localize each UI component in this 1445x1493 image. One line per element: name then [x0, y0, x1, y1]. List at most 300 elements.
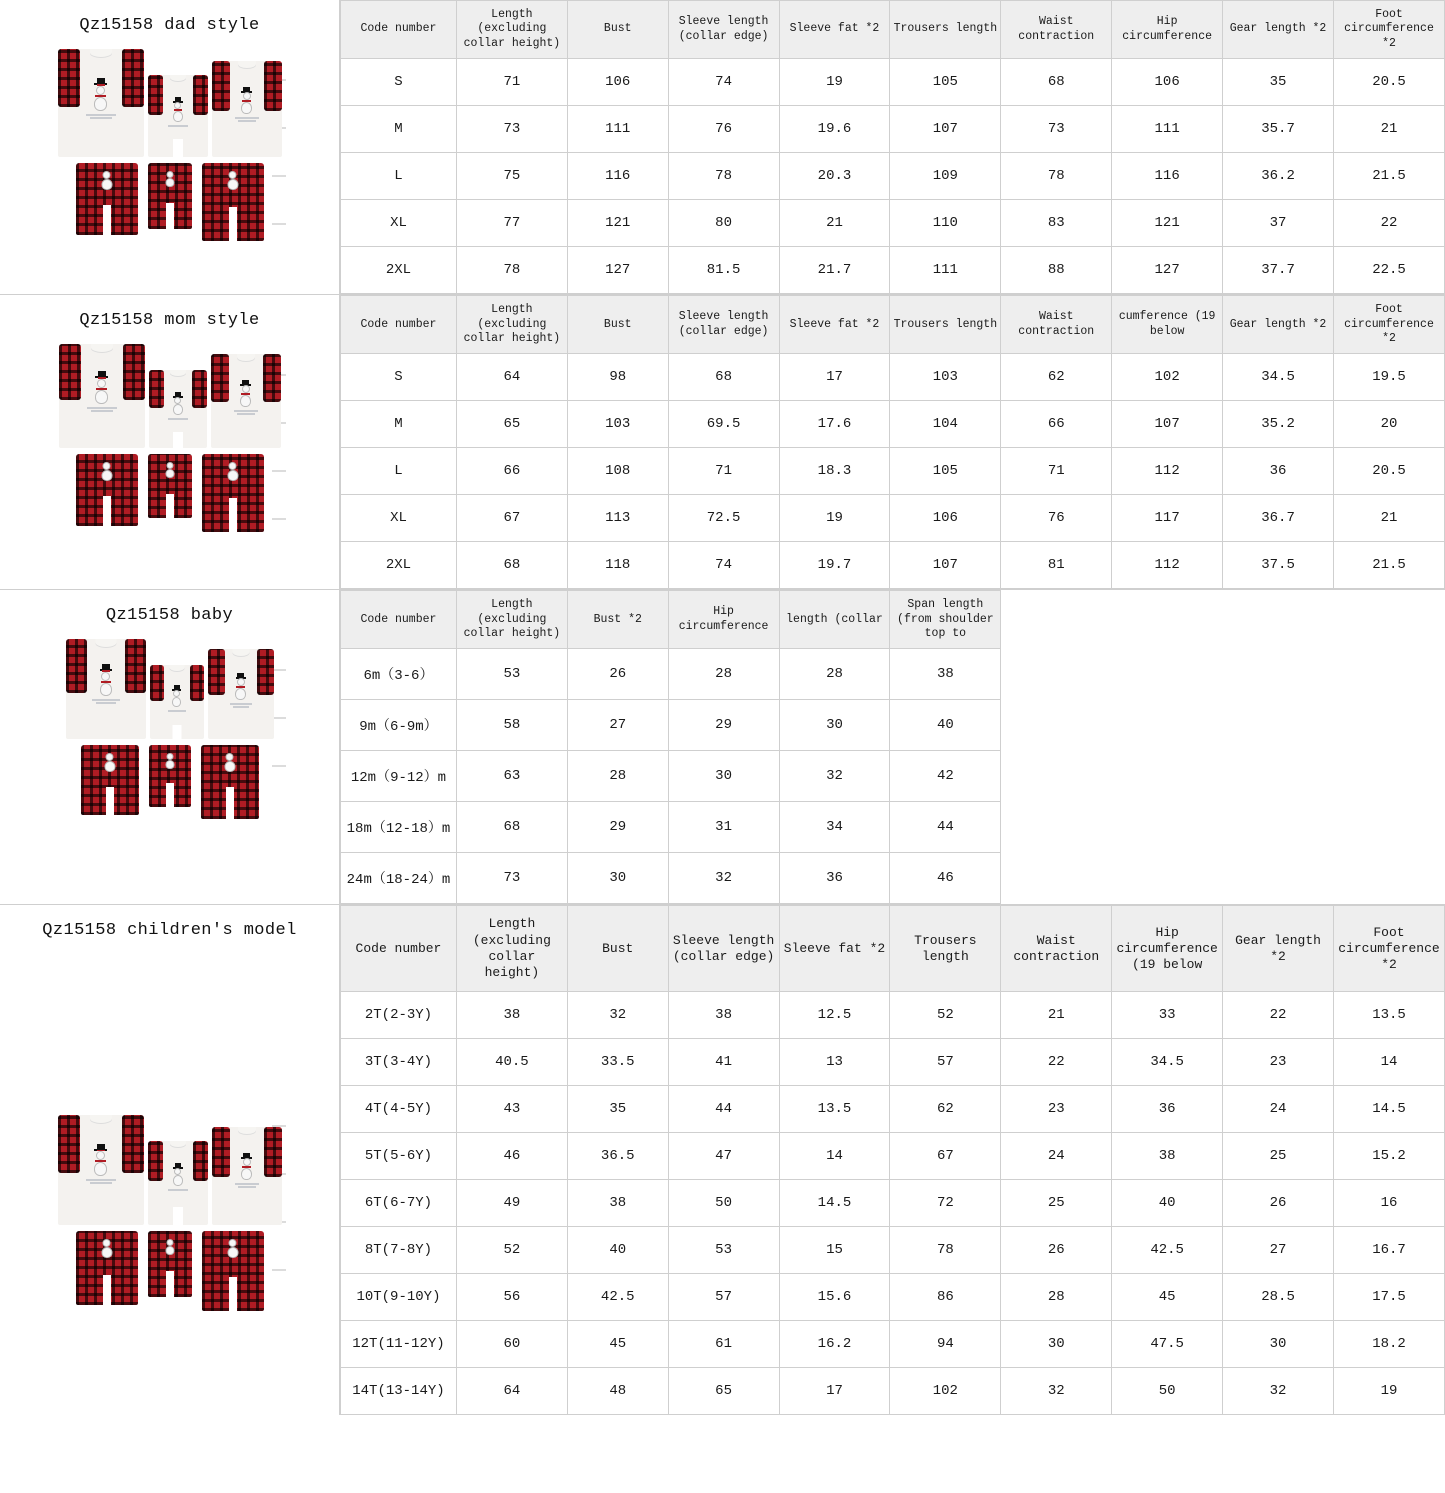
- col-header: Length (excluding collar height): [456, 296, 567, 354]
- section-title-children: Qz15158 children's model: [42, 921, 297, 941]
- cell: 65: [668, 1368, 779, 1415]
- cell: 10T(9-10Y): [341, 1274, 457, 1321]
- cell: 34: [779, 802, 890, 853]
- cell: 116: [1112, 153, 1223, 200]
- cell: 36.5: [567, 1133, 668, 1180]
- cell: 50: [668, 1180, 779, 1227]
- cell: 2T(2-3Y): [341, 992, 457, 1039]
- cell: 21.5: [1333, 542, 1444, 589]
- cell: 88: [1001, 247, 1112, 294]
- cell: 13.5: [1333, 992, 1444, 1039]
- cell: 30: [567, 853, 668, 904]
- cell: 26: [1001, 1227, 1112, 1274]
- cell: 111: [1112, 106, 1223, 153]
- cell: 78: [456, 247, 567, 294]
- cell: 14.5: [779, 1180, 890, 1227]
- col-header: Length (excluding collar height): [456, 1, 567, 59]
- cell: 102: [890, 1368, 1001, 1415]
- cell: L: [341, 448, 457, 495]
- cell: 72.5: [668, 495, 779, 542]
- col-header: Waist contraction: [1001, 1, 1112, 59]
- cell: 38: [456, 992, 567, 1039]
- cell-empty: [1001, 700, 1112, 751]
- cell: 127: [567, 247, 668, 294]
- col-header: Trousers length: [890, 296, 1001, 354]
- cell: 46: [890, 853, 1001, 904]
- table-row: [341, 495, 1445, 542]
- cell: 23: [1001, 1086, 1112, 1133]
- cell: 73: [456, 106, 567, 153]
- cell-empty: [1001, 649, 1112, 700]
- product-preview-baby: [0, 590, 340, 904]
- cell: 19.5: [1333, 354, 1444, 401]
- table-row: [341, 1368, 1445, 1415]
- cell: 40: [567, 1227, 668, 1274]
- col-header-empty: [1001, 591, 1112, 649]
- cell: 17: [779, 1368, 890, 1415]
- cell: 42.5: [567, 1274, 668, 1321]
- col-header: Sleeve fat *2: [779, 296, 890, 354]
- cell: 20.5: [1333, 59, 1444, 106]
- hanger-ticks-icon: [272, 669, 286, 813]
- cell: 24: [1223, 1086, 1334, 1133]
- cell: 21: [1333, 106, 1444, 153]
- family-pajama-illustration-mom: [20, 344, 320, 532]
- cell: 30: [1001, 1321, 1112, 1368]
- cell: 53: [456, 649, 567, 700]
- cell: 74: [668, 59, 779, 106]
- col-header-empty: [1333, 591, 1444, 649]
- cell: 22: [1333, 200, 1444, 247]
- cell: 27: [1223, 1227, 1334, 1274]
- cell-empty: [1112, 649, 1223, 700]
- table-row: [341, 401, 1445, 448]
- cell: 34.5: [1223, 354, 1334, 401]
- cell: 71: [1001, 448, 1112, 495]
- col-header: Trousers length: [890, 1, 1001, 59]
- cell-empty: [1001, 853, 1112, 904]
- cell: 62: [890, 1086, 1001, 1133]
- cell: 36: [1112, 1086, 1223, 1133]
- cell: 107: [1112, 401, 1223, 448]
- cell: 24: [1001, 1133, 1112, 1180]
- cell: 6m（3-6）: [341, 649, 457, 700]
- cell: 111: [890, 247, 1001, 294]
- cell: 30: [1223, 1321, 1334, 1368]
- cell-empty: [1112, 802, 1223, 853]
- cell: 33.5: [567, 1039, 668, 1086]
- cell-empty: [1223, 700, 1334, 751]
- cell: 20.5: [1333, 448, 1444, 495]
- cell: 30: [779, 700, 890, 751]
- cell: 34.5: [1112, 1039, 1223, 1086]
- cell: 18.2: [1333, 1321, 1444, 1368]
- cell: 104: [890, 401, 1001, 448]
- cell: 67: [456, 495, 567, 542]
- cell: 46: [456, 1133, 567, 1180]
- family-pajama-illustration-children: [20, 1115, 320, 1311]
- cell: 76: [668, 106, 779, 153]
- table-row: [341, 354, 1445, 401]
- cell: 112: [1112, 448, 1223, 495]
- cell-empty: [1333, 700, 1444, 751]
- cell: 2XL: [341, 542, 457, 589]
- cell: 21: [1333, 495, 1444, 542]
- col-header: Sleeve fat *2: [779, 906, 890, 992]
- col-header: Hip circumference (19 below: [1112, 906, 1223, 992]
- cell: 29: [668, 700, 779, 751]
- cell: 45: [567, 1321, 668, 1368]
- col-header: Hip circumference: [1112, 1, 1223, 59]
- cell: 17.5: [1333, 1274, 1444, 1321]
- cell: 23: [1223, 1039, 1334, 1086]
- family-pajama-illustration-dad: [20, 49, 320, 241]
- cell: 68: [456, 542, 567, 589]
- col-header: Code number: [341, 296, 457, 354]
- col-header: Sleeve length (collar edge): [668, 296, 779, 354]
- cell-empty: [1223, 649, 1334, 700]
- cell: 16.2: [779, 1321, 890, 1368]
- cell-empty: [1333, 751, 1444, 802]
- cell: 71: [456, 59, 567, 106]
- cell: 40.5: [456, 1039, 567, 1086]
- cell: 78: [668, 153, 779, 200]
- cell: 37.7: [1223, 247, 1334, 294]
- size-section-baby: [0, 589, 1445, 904]
- col-header: Sleeve fat *2: [779, 1, 890, 59]
- cell: 12T(11-12Y): [341, 1321, 457, 1368]
- cell: 30: [668, 751, 779, 802]
- cell: 68: [668, 354, 779, 401]
- table-row: [341, 1133, 1445, 1180]
- cell: 26: [567, 649, 668, 700]
- cell: 63: [456, 751, 567, 802]
- cell-empty: [1223, 802, 1334, 853]
- cell: 113: [567, 495, 668, 542]
- cell: 5T(5-6Y): [341, 1133, 457, 1180]
- cell: 25: [1223, 1133, 1334, 1180]
- cell: 50: [1112, 1368, 1223, 1415]
- cell: 75: [456, 153, 567, 200]
- table-row: [341, 106, 1445, 153]
- cell: 22: [1001, 1039, 1112, 1086]
- col-header: Waist contraction: [1001, 296, 1112, 354]
- cell: 44: [668, 1086, 779, 1133]
- cell: 32: [567, 992, 668, 1039]
- cell: 21.7: [779, 247, 890, 294]
- cell: 15.2: [1333, 1133, 1444, 1180]
- cell: 32: [668, 853, 779, 904]
- product-preview-dad: [0, 0, 340, 294]
- cell: 53: [668, 1227, 779, 1274]
- col-header: Length (excluding collar height): [456, 591, 567, 649]
- cell: 62: [1001, 354, 1112, 401]
- cell-empty: [1333, 802, 1444, 853]
- cell: 36: [779, 853, 890, 904]
- col-header: Bust: [567, 296, 668, 354]
- size-section-children: [0, 904, 1445, 1415]
- col-header: Gear length *2: [1223, 296, 1334, 354]
- table-row: [341, 59, 1445, 106]
- cell: 78: [1001, 153, 1112, 200]
- col-header: Span length (from shoulder top to: [890, 591, 1001, 649]
- cell: 40: [890, 700, 1001, 751]
- cell: 29: [567, 802, 668, 853]
- cell: 31: [668, 802, 779, 853]
- cell: 66: [456, 448, 567, 495]
- cell: 76: [1001, 495, 1112, 542]
- cell: 110: [890, 200, 1001, 247]
- size-section-mom: [0, 294, 1445, 589]
- cell: 25: [1001, 1180, 1112, 1227]
- table-row: [341, 1039, 1445, 1086]
- cell-empty: [1333, 853, 1444, 904]
- cell: 13.5: [779, 1086, 890, 1133]
- cell-empty: [1112, 751, 1223, 802]
- cell: M: [341, 401, 457, 448]
- table-row: [341, 1086, 1445, 1133]
- cell-empty: [1333, 649, 1444, 700]
- cell: 68: [456, 802, 567, 853]
- col-header: Hip circumference: [668, 591, 779, 649]
- cell: 22.5: [1333, 247, 1444, 294]
- col-header: Length (excluding collar height): [456, 906, 567, 992]
- cell: 60: [456, 1321, 567, 1368]
- table-header-row: [341, 296, 1445, 354]
- cell: 41: [668, 1039, 779, 1086]
- col-header: Foot circumference *2: [1333, 906, 1444, 992]
- cell: 21: [1001, 992, 1112, 1039]
- cell: 9m（6-9m）: [341, 700, 457, 751]
- cell: 36.7: [1223, 495, 1334, 542]
- table-row: [341, 1274, 1445, 1321]
- cell: 118: [567, 542, 668, 589]
- cell: 38: [890, 649, 1001, 700]
- cell: 112: [1112, 542, 1223, 589]
- cell: 81.5: [668, 247, 779, 294]
- cell: 35: [1223, 59, 1334, 106]
- table-row: [341, 1227, 1445, 1274]
- table-header-row: [341, 1, 1445, 59]
- cell: 117: [1112, 495, 1223, 542]
- cell: 20: [1333, 401, 1444, 448]
- size-table-children: [340, 905, 1445, 1415]
- col-header: Sleeve length (collar edge): [668, 906, 779, 992]
- table-header-row: [341, 906, 1445, 992]
- cell: 38: [567, 1180, 668, 1227]
- cell: 36.2: [1223, 153, 1334, 200]
- table-row: [341, 200, 1445, 247]
- col-header-empty: [1223, 591, 1334, 649]
- family-pajama-illustration-baby: [20, 639, 320, 819]
- cell: 52: [890, 992, 1001, 1039]
- col-header: Foot circumference *2: [1333, 296, 1444, 354]
- cell: 105: [890, 448, 1001, 495]
- cell: S: [341, 354, 457, 401]
- cell: 3T(3-4Y): [341, 1039, 457, 1086]
- cell: 15: [779, 1227, 890, 1274]
- cell: 81: [1001, 542, 1112, 589]
- table-row: [341, 1321, 1445, 1368]
- cell: 98: [567, 354, 668, 401]
- table-header-row: [341, 591, 1445, 649]
- cell: 42.5: [1112, 1227, 1223, 1274]
- cell: 69.5: [668, 401, 779, 448]
- cell: M: [341, 106, 457, 153]
- cell-empty: [1001, 802, 1112, 853]
- cell: 35.7: [1223, 106, 1334, 153]
- cell: 4T(4-5Y): [341, 1086, 457, 1133]
- cell: 64: [456, 354, 567, 401]
- table-row: [341, 448, 1445, 495]
- cell: 32: [779, 751, 890, 802]
- cell: 19.6: [779, 106, 890, 153]
- table-row: [341, 542, 1445, 589]
- cell: 13: [779, 1039, 890, 1086]
- cell: 14.5: [1333, 1086, 1444, 1133]
- cell: 27: [567, 700, 668, 751]
- col-header: Bust: [567, 906, 668, 992]
- cell: 65: [456, 401, 567, 448]
- cell: 57: [668, 1274, 779, 1321]
- col-header: Code number: [341, 1, 457, 59]
- size-table-dad: [340, 0, 1445, 294]
- cell: 73: [456, 853, 567, 904]
- cell-empty: [1112, 853, 1223, 904]
- col-header: Code number: [341, 906, 457, 992]
- cell: 18.3: [779, 448, 890, 495]
- cell: 47.5: [1112, 1321, 1223, 1368]
- cell: 43: [456, 1086, 567, 1133]
- cell: 106: [890, 495, 1001, 542]
- cell: 48: [567, 1368, 668, 1415]
- cell: 38: [1112, 1133, 1223, 1180]
- col-header-empty: [1112, 591, 1223, 649]
- cell: 107: [890, 106, 1001, 153]
- col-header: Gear length *2: [1223, 906, 1334, 992]
- product-preview-mom: [0, 295, 340, 589]
- cell: 33: [1112, 992, 1223, 1039]
- cell: 49: [456, 1180, 567, 1227]
- size-section-dad: [0, 0, 1445, 294]
- cell: 20.3: [779, 153, 890, 200]
- cell-empty: [1001, 751, 1112, 802]
- table-row: [341, 700, 1445, 751]
- cell: 72: [890, 1180, 1001, 1227]
- cell: 74: [668, 542, 779, 589]
- cell: 77: [456, 200, 567, 247]
- cell: 127: [1112, 247, 1223, 294]
- cell: 64: [456, 1368, 567, 1415]
- table-row: [341, 992, 1445, 1039]
- cell: 61: [668, 1321, 779, 1368]
- cell: 40: [1112, 1180, 1223, 1227]
- cell: 19: [779, 59, 890, 106]
- cell: 28: [1001, 1274, 1112, 1321]
- cell: 58: [456, 700, 567, 751]
- col-header: Gear length *2: [1223, 1, 1334, 59]
- cell: 16: [1333, 1180, 1444, 1227]
- cell: 44: [890, 802, 1001, 853]
- table-row: [341, 649, 1445, 700]
- section-title-baby: Qz15158 baby: [105, 606, 234, 626]
- cell: 28: [668, 649, 779, 700]
- cell-empty: [1223, 751, 1334, 802]
- cell: 57: [890, 1039, 1001, 1086]
- col-header: length (collar: [779, 591, 890, 649]
- cell: 16.7: [1333, 1227, 1444, 1274]
- cell: 35.2: [1223, 401, 1334, 448]
- col-header: Bust: [567, 1, 668, 59]
- cell: 26: [1223, 1180, 1334, 1227]
- cell: 121: [567, 200, 668, 247]
- cell: 103: [890, 354, 1001, 401]
- cell: 24m（18-24）m: [341, 853, 457, 904]
- cell: 21: [779, 200, 890, 247]
- col-header: Foot circumference *2: [1333, 1, 1444, 59]
- cell: 17.6: [779, 401, 890, 448]
- cell: 37.5: [1223, 542, 1334, 589]
- cell: 111: [567, 106, 668, 153]
- cell: 28.5: [1223, 1274, 1334, 1321]
- cell: 83: [1001, 200, 1112, 247]
- cell: 32: [1001, 1368, 1112, 1415]
- cell: 47: [668, 1133, 779, 1180]
- size-table-baby: [340, 590, 1445, 904]
- size-table-mom: [340, 295, 1445, 589]
- cell: 106: [1112, 59, 1223, 106]
- col-header: Trousers length: [890, 906, 1001, 992]
- cell: 38: [668, 992, 779, 1039]
- col-header: cumference (19 below: [1112, 296, 1223, 354]
- cell: 15.6: [779, 1274, 890, 1321]
- cell: 22: [1223, 992, 1334, 1039]
- table-row: [341, 153, 1445, 200]
- cell: 109: [890, 153, 1001, 200]
- cell: 8T(7-8Y): [341, 1227, 457, 1274]
- cell: 19: [1333, 1368, 1444, 1415]
- cell: 73: [1001, 106, 1112, 153]
- cell: 116: [567, 153, 668, 200]
- cell: 78: [890, 1227, 1001, 1274]
- col-header: Code number: [341, 591, 457, 649]
- cell: 107: [890, 542, 1001, 589]
- cell: 68: [1001, 59, 1112, 106]
- cell: 12m（9-12）m: [341, 751, 457, 802]
- cell: 6T(6-7Y): [341, 1180, 457, 1227]
- cell: 36: [1223, 448, 1334, 495]
- cell: 2XL: [341, 247, 457, 294]
- cell: 52: [456, 1227, 567, 1274]
- cell: 103: [567, 401, 668, 448]
- table-row: [341, 751, 1445, 802]
- cell: 32: [1223, 1368, 1334, 1415]
- cell: XL: [341, 200, 457, 247]
- cell: 14: [1333, 1039, 1444, 1086]
- cell: 42: [890, 751, 1001, 802]
- product-preview-children: [0, 905, 340, 1415]
- cell: 37: [1223, 200, 1334, 247]
- cell: 108: [567, 448, 668, 495]
- table-row: [341, 247, 1445, 294]
- cell: 80: [668, 200, 779, 247]
- cell: S: [341, 59, 457, 106]
- col-header: Waist contraction: [1001, 906, 1112, 992]
- cell: 12.5: [779, 992, 890, 1039]
- cell: 105: [890, 59, 1001, 106]
- cell: 86: [890, 1274, 1001, 1321]
- cell: 66: [1001, 401, 1112, 448]
